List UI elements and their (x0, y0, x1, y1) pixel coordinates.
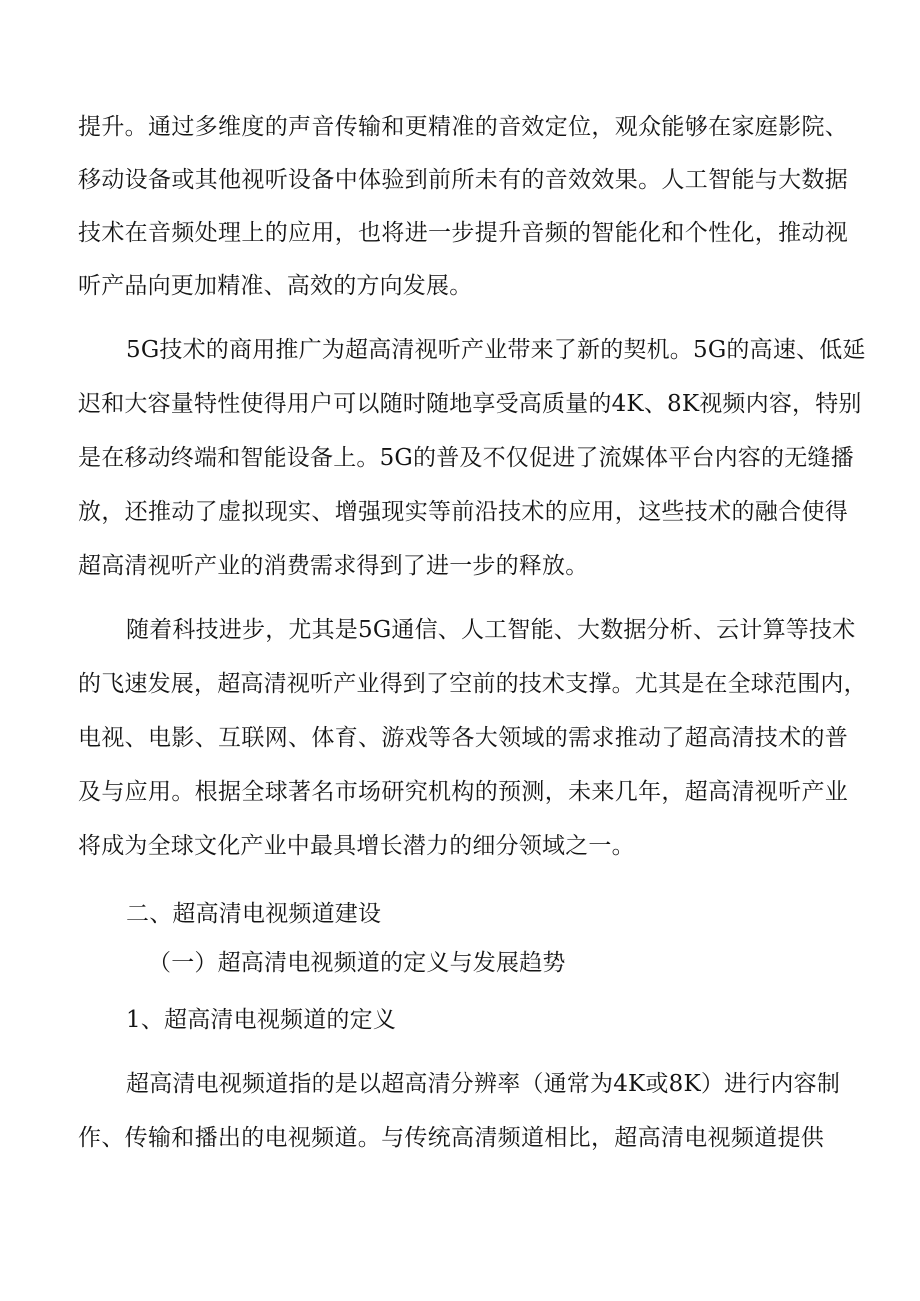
paragraph-3-line-4: 及与应用。根据全球著名市场研究机构的预测，未来几年，超高清视听产业 (78, 779, 848, 805)
paragraph-2-line-3: 是在移动终端和智能设备上。5G的普及不仅促进了流媒体平台内容的无缝播 (78, 445, 854, 471)
paragraph-3-line-3: 电视、电影、互联网、体育、游戏等各大领域的需求推动了超高清技术的普 (78, 725, 848, 751)
paragraph-2-line-4: 放，还推动了虚拟现实、增强现实等前沿技术的应用，这些技术的融合使得 (78, 499, 848, 525)
paragraph-1-line-3: 技术在音频处理上的应用，也将进一步提升音频的智能化和个性化，推动视 (78, 220, 848, 246)
paragraph-2-line-2: 迟和大容量特性使得用户可以随时随地享受高质量的4K、8K视频内容，特别 (78, 391, 862, 417)
paragraph-3-line-2: 的飞速发展，超高清视听产业得到了空前的技术支撑。尤其是在全球范围内， (78, 671, 867, 697)
final-paragraph-line-2: 作、传输和播出的电视频道。与传统高清频道相比，超高清电视频道提供 (78, 1125, 824, 1151)
paragraph-3-line-5: 将成为全球文化产业中最具增长潜力的细分领域之一。 (78, 833, 635, 859)
paragraph-1-line-4: 听产品向更加精准、高效的方向发展。 (78, 273, 473, 299)
final-paragraph-line-1: 超高清电视频道指的是以超高清分辨率（通常为4K或8K）进行内容制 (126, 1071, 841, 1097)
paragraph-3-line-1: 随着科技进步，尤其是5G通信、人工智能、大数据分析、云计算等技术 (126, 617, 856, 643)
item-heading: 1、超高清电视频道的定义 (126, 1007, 397, 1033)
paragraph-2-line-1: 5G技术的商用推广为超高清视听产业带来了新的契机。5G的高速、低延 (126, 337, 866, 363)
paragraph-2-line-5: 超高清视听产业的消费需求得到了进一步的释放。 (78, 553, 589, 579)
paragraph-1-line-2: 移动设备或其他视听设备中体验到前所未有的音效效果。人工智能与大数据 (78, 167, 848, 193)
paragraph-1-line-1: 提升。通过多维度的声音传输和更精准的音效定位，观众能够在家庭影院、 (78, 114, 848, 140)
subsection-heading: （一）超高清电视频道的定义与发展趋势 (148, 950, 566, 976)
section-heading: 二、超高清电视频道建设 (126, 901, 382, 927)
